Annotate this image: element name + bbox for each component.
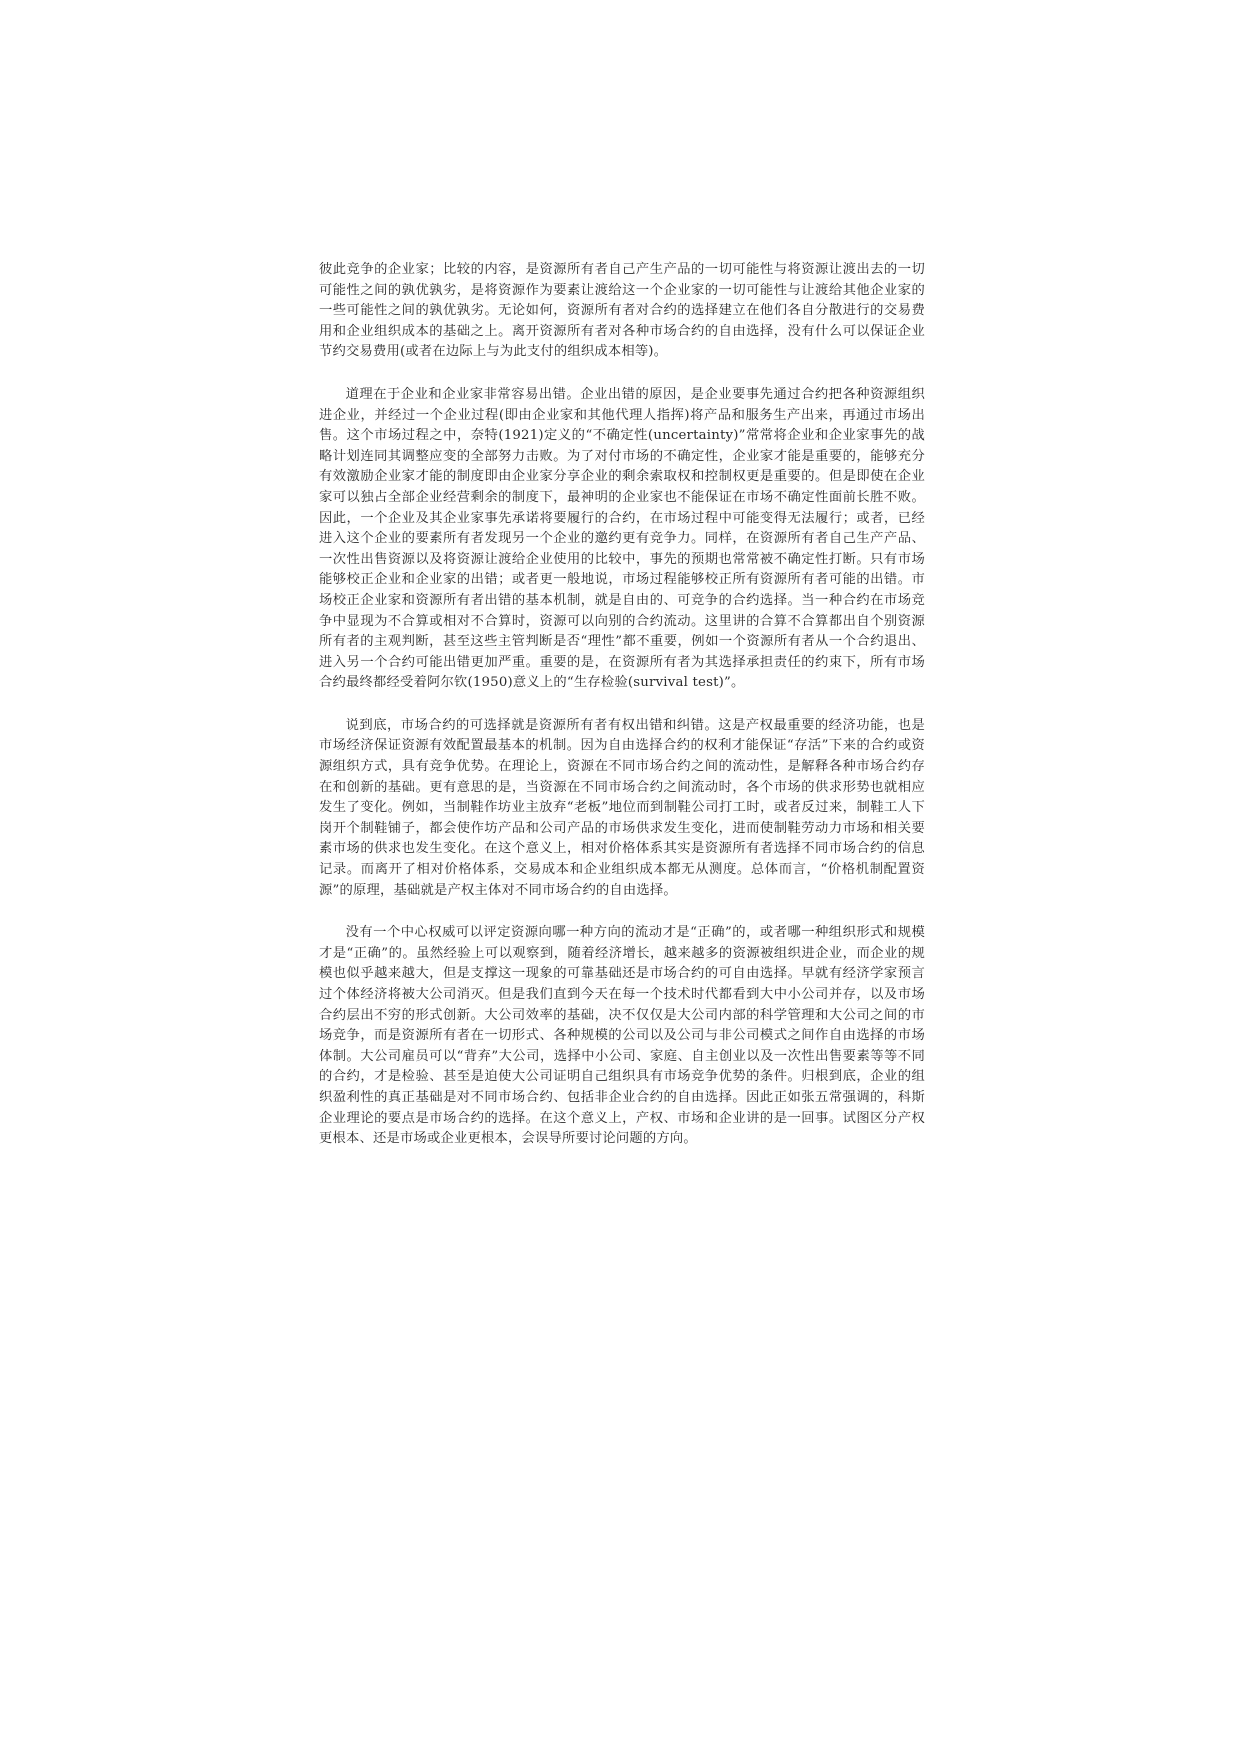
paragraph-2: 道理在于企业和企业家非常容易出错。企业出错的原因，是企业要事先通过合约把各种资源组织进企业，并经过一个企业过程(即由企业家和其他代理人指挥)将产品和服务生产出来，再通过市场出售。这个市场过程之中，奈特(1921)定义的“不确定性(uncertainty)”常常将企业和企业家事先的战略计划连同其调整应变的全部努力击败。为了对付市场的不确定性，企业家才能是重要的，能够充分有效激励企业家才能的制度即由企业家分享企业的剩余索取权和控制权更是重要的。但是即使在企业家可以独占全部企业经营剩余的制度下，最神明的企业家也不能保证在市场不确定性面前长胜不败。因此，一个企业及其企业家事先承诺将要履行的合约，在市场过程中可能变得无法履行；或者，已经进入这个企业的要素所有者发现另一个企业的邀约更有竞争力。同样，在资源所有者自己生产产品、一次性出售资源以及将资源让渡给企业使用的比较中，事先的预期也常常被不确定性打断。只有市场能够校正企业和企业家的出错；或者更一般地说，市场过程能够校正所有资源所有者可能的出错。市场校正企业家和资源所有者出错的基本机制，就是自由的、可竞争的合约选择。当一种合约在市场竞争中显现为不合算或相对不合算时，资源可以向别的合约流动。这里讲的合算不合算都出自个别资源所有者的主观判断，甚至这些主管判断是否“理性”都不重要，例如一个资源所有者从一个合约退出、进入另一个合约可能出错更加严重。重要的是，在资源所有者为其选择承担责任的约束下，所有市场合约最终都经受着阿尔钦(1950)意义上的“生存检验(survival test)”。: [319, 386, 925, 691]
paragraph-4: 没有一个中心权威可以评定资源向哪一种方向的流动才是“正确”的，或者哪一种组织形式和规模才是“正确”的。虽然经验上可以观察到，随着经济增长，越来越多的资源被组织进企业，而企业的规模也似乎越来越大，但是支撑这一现象的可靠基础还是市场合约的可自由选择。早就有经济学家预言过个体经济将被大公司消灭。但是我们直到今天在每一个技术时代都看到大中小公司并存，以及市场合约层出不穷的形式创新。大公司效率的基础，决不仅仅是大公司内部的科学管理和大公司之间的市场竞争，而是资源所有者在一切形式、各种规模的公司以及公司与非公司模式之间作自由选择的市场体制。大公司雇员可以“背弃”大公司，选择中小公司、家庭、自主创业以及一次性出售要素等等不同的合约，才是检验、甚至是迫使大公司证明自己组织具有市场竞争优势的条件。归根到底，企业的组织盈利性的真正基础是对不同市场合约、包括非企业合约的自由选择。因此正如张五常强调的，科斯企业理论的要点是市场合约的选择。在这个意义上，产权、市场和企业讲的是一回事。试图区分产权更根本、还是市场或企业更根本，会误导所要讨论问题的方向。: [319, 925, 925, 1147]
body-text: [319, 260, 925, 1172]
paragraph-1: 彼此竞争的企业家；比较的内容，是资源所有者自己产生产品的一切可能性与将资源让渡出去的一切可能性之间的孰优孰劣，是将资源作为要素让渡给这一个企业家的一切可能性与让渡给其他企业家的一些可能性之间的孰优孰劣。无论如何，资源所有者对合约的选择建立在他们各自分散进行的交易费用和企业组织成本的基础之上。离开资源所有者对各种市场合约的自由选择，没有什么可以保证企业节约交易费用(或者在边际上与为此支付的组织成本相等)。: [319, 262, 925, 360]
paragraph-3: 说到底，市场合约的可选择就是资源所有者有权出错和纠错。这是产权最重要的经济功能，也是市场经济保证资源有效配置最基本的机制。因为自由选择合约的权利才能保证“存活”下来的合约或资源组织方式，具有竞争优势。在理论上，资源在不同市场合约之间的流动性，是解释各种市场合约存在和创新的基础。更有意思的是，当资源在不同市场合约之间流动时，各个市场的供求形势也就相应发生了变化。例如，当制鞋作坊业主放弃“老板”地位而到制鞋公司打工时，或者反过来，制鞋工人下岗开个制鞋铺子，都会使作坊产品和公司产品的市场供求发生变化，进而使制鞋劳动力市场和相关要素市场的供求也发生变化。在这个意义上，相对价格体系其实是资源所有者选择不同市场合约的信息记录。而离开了相对价格体系，交易成本和企业组织成本都无从测度。总体而言，“价格机制配置资源”的原理，基础就是产权主体对不同市场合约的自由选择。: [319, 717, 925, 898]
